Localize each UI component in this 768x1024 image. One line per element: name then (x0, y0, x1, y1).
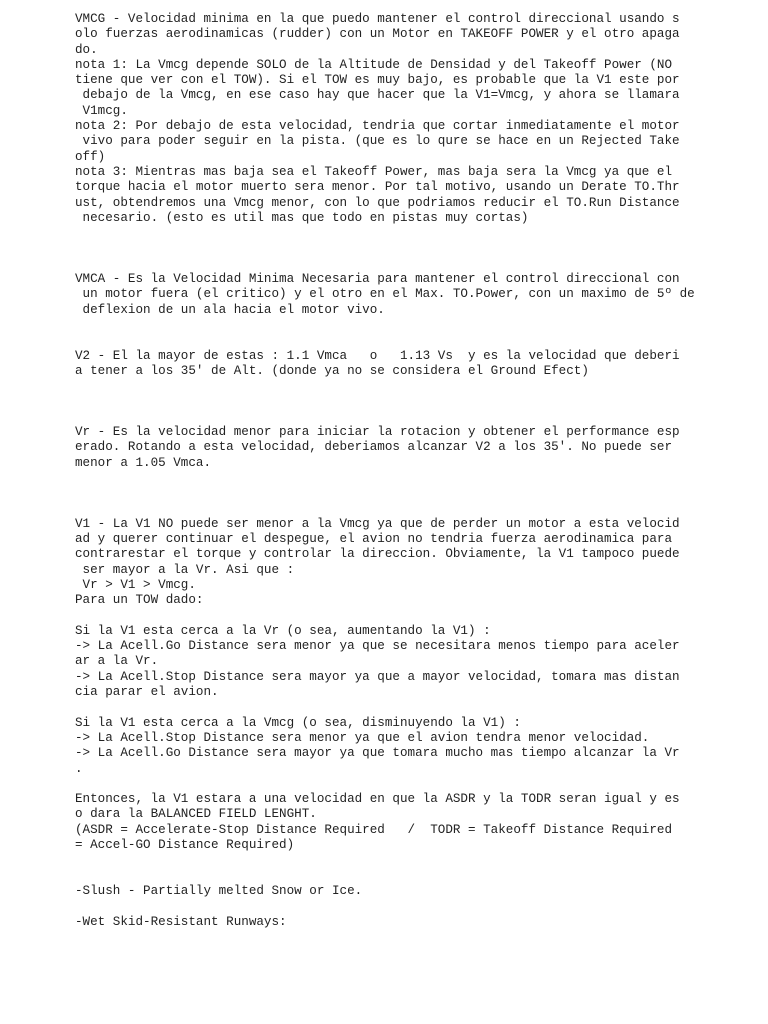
text-line: nota 1: La Vmcg depende SOLO de la Altitude de Densidad y del Takeoff Power (NO (75, 57, 673, 72)
text-line: Si la V1 esta cerca a la Vmcg (o sea, disminuyendo la V1) : (75, 715, 521, 730)
text-line: necesario. (esto es util mas que todo en pistas muy cortas) (75, 210, 529, 225)
text-line (75, 410, 755, 425)
text-line: Entonces, la V1 estara a una velocidad en que la ASDR y la TODR seran igual y es (75, 792, 680, 807)
text-line (75, 853, 755, 868)
text-line: V2 - El la mayor de estas : 1.1 Vmca o 1.13 Vs y es la velocidad que deberi (75, 348, 680, 363)
text-line: ar a la Vr. (75, 654, 159, 669)
text-line (75, 241, 755, 256)
text-line: -> La Acell.Go Distance sera mayor ya que tomara mucho mas tiempo alcanzar la Vr (75, 746, 680, 761)
text-line: -Slush - Partially melted Snow or Ice. (75, 883, 363, 898)
text-line: nota 2: Por debajo de esta velocidad, tendria que cortar inmediatamente el motor (75, 119, 680, 134)
text-line: V1 - La V1 NO puede ser menor a la Vmcg ya que de perder un motor a esta velocid (75, 516, 680, 531)
text-line (75, 700, 755, 715)
text-line: o dara la BALANCED FIELD LENGHT. (75, 807, 317, 822)
text-line (75, 777, 755, 792)
text-line: debajo de la Vmcg, en ese caso hay que hacer que la V1=Vmcg, y ahora se llamara (75, 88, 680, 103)
text-line (75, 318, 755, 333)
text-line: V1mcg. (75, 103, 128, 118)
text-line: -> La Acell.Go Distance sera menor ya que se necesitara menos tiempo para aceler (75, 639, 680, 654)
text-line (75, 379, 755, 394)
text-line: vivo para poder seguir en la pista. (que es lo qure se hace en un Rejected Take (75, 134, 680, 149)
text-line: cia parar el avion. (75, 685, 219, 700)
text-line: off) (75, 149, 106, 164)
text-line (75, 257, 755, 272)
text-line: deflexion de un ala hacia el motor vivo. (75, 302, 385, 317)
text-line: tiene que ver con el TOW). Si el TOW es muy bajo, es probable que la V1 este por (75, 73, 680, 88)
text-line (75, 333, 755, 348)
text-line (75, 471, 755, 486)
text-line: Vr > V1 > Vmcg. (75, 577, 196, 592)
text-line: -> La Acell.Stop Distance sera mayor ya que a mayor velocidad, tomara mas distan (75, 669, 680, 684)
text-line: Para un TOW dado: (75, 593, 204, 608)
text-line (75, 869, 755, 884)
text-line: -Wet Skid-Resistant Runways: (75, 914, 287, 929)
text-line: a tener a los 35' de Alt. (donde ya no se considera el Ground Efect) (75, 363, 589, 378)
text-line: do. (75, 42, 98, 57)
text-line: Si la V1 esta cerca a la Vr (o sea, aumentando la V1) : (75, 623, 491, 638)
text-line (75, 394, 755, 409)
text-line: menor a 1.05 Vmca. (75, 455, 212, 470)
text-line: Vr - Es la velocidad menor para iniciar la rotacion y obtener el performance esp (75, 425, 680, 440)
text-line: VMCG - Velocidad minima en la que puedo mantener el control direccional usando s (75, 12, 680, 26)
text-line (75, 609, 755, 624)
text-line (75, 226, 755, 241)
text-line: nota 3: Mientras mas baja sea el Takeoff Power, mas baja sera la Vmcg ya que el (75, 164, 673, 179)
text-line: ust, obtendremos una Vmcg menor, con lo que podriamos reducir el TO.Run Distance (75, 195, 680, 210)
text-line: erado. Rotando a esta velocidad, deberiamos alcanzar V2 a los 35'. No puede ser (75, 440, 673, 455)
text-line (75, 502, 755, 517)
text-line: ad y querer continuar el despegue, el avion no tendria fuerza aerodinamica para (75, 532, 673, 547)
text-line: (ASDR = Accelerate-Stop Distance Required / TODR = Takeoff Distance Required (75, 822, 673, 837)
text-line: torque hacia el motor muerto sera menor. Por tal motivo, usando un Derate TO.Thr (75, 180, 680, 195)
text-line: un motor fuera (el critico) y el otro en el Max. TO.Power, con un maximo de 5º de (75, 287, 695, 302)
text-line (75, 486, 755, 501)
text-line: ser mayor a la Vr. Asi que : (75, 562, 295, 577)
text-line: . (75, 761, 83, 776)
text-line: olo fuerzas aerodinamicas (rudder) con un Motor en TAKEOFF POWER y el otro apaga (75, 27, 680, 42)
text-line: -> La Acell.Stop Distance sera menor ya que el avion tendra menor velocidad. (75, 730, 650, 745)
document-page (75, 12, 755, 930)
text-line (75, 899, 755, 914)
text-line: = Accel-GO Distance Required) (75, 838, 295, 853)
text-line: contrarestar el torque y controlar la direccion. Obviamente, la V1 tampoco puede (75, 547, 680, 562)
text-line: VMCA - Es la Velocidad Minima Necesaria para mantener el control direccional con (75, 272, 680, 287)
